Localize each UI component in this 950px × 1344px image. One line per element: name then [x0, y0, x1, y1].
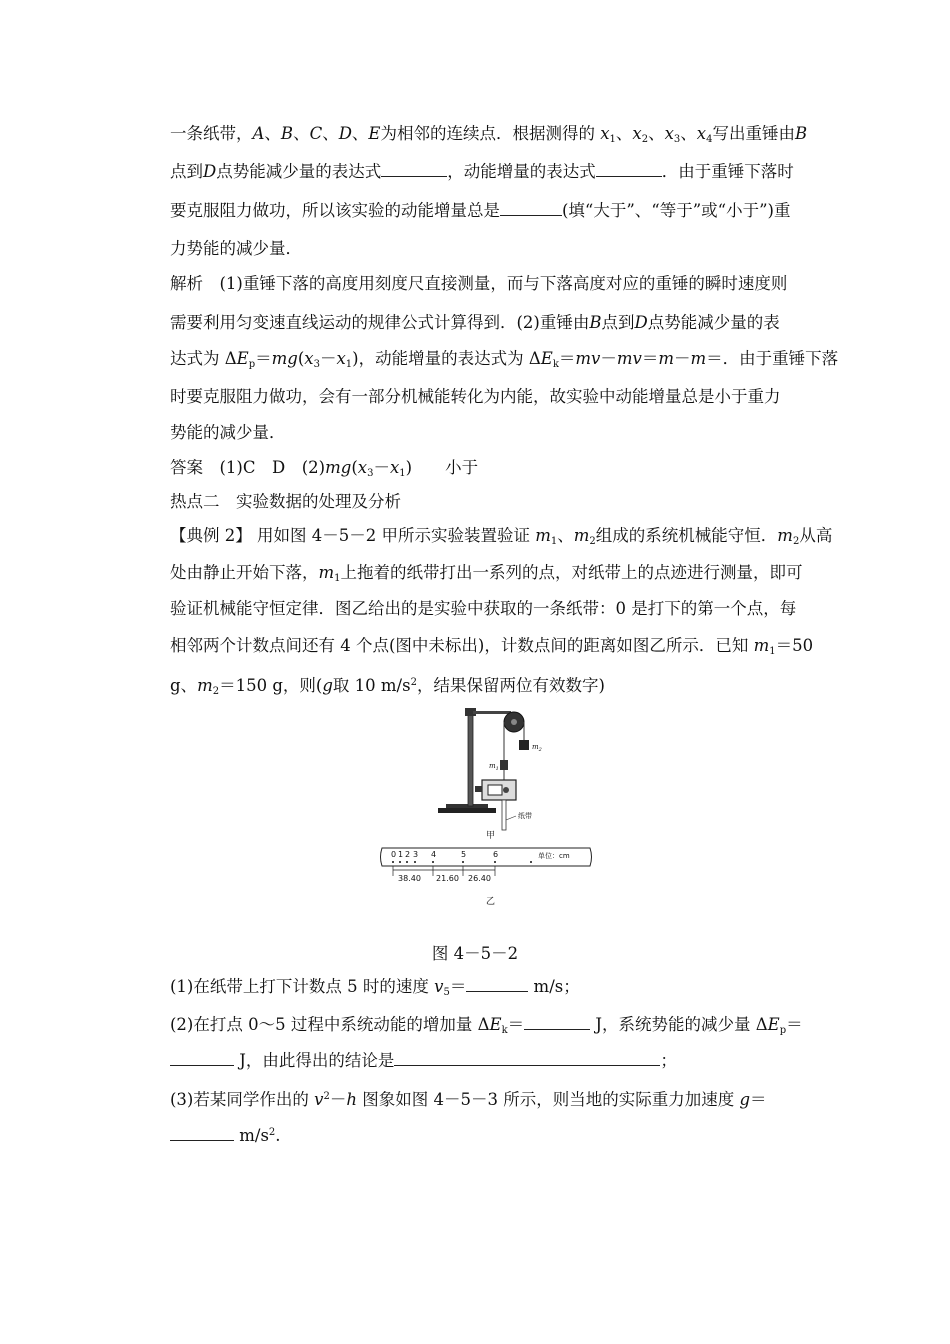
- question-1: (1)在纸带上打下计数点 5 时的速度 $v_5= m/s$；: [170, 977, 580, 998]
- analysis-line: 势能的减少量．: [170, 423, 286, 442]
- analysis-line: 解析 (1)重锤下落的高度用刻度尺直接测量，而与下落高度对应的重锤的瞬时速度则: [170, 274, 788, 293]
- text-line: 要克服阻力做功，所以该实验的动能增量总是 (填“大于”、“等于”或“小于”)重: [170, 201, 791, 220]
- example-line: 处由静止开始下落，$m_1$上拖着的纸带打出一系列的点，对纸带上的点迹进行测量，即可: [170, 563, 803, 584]
- analysis-line: 达式为 $\Delta E_p=mg(x_3-x_1)$，动能增量的表达式为 $\Delta E_k=mv-mv=m-m=$．由于重锤下落: [170, 349, 839, 370]
- svg-text:38.40: 38.40: [398, 874, 421, 883]
- example-line: g、$m_2=150$ g，则(g取 10 $m/s^2$，结果保留两位有效数字): [170, 676, 605, 697]
- question-3-cont: $m/s^2$.: [170, 1122, 810, 1147]
- answer-blank: [500, 201, 562, 216]
- svg-text:5: 5: [461, 850, 467, 859]
- example-line: 【典例 2】 用如图 4－5－2 甲所示实验装置验证 $m_1$、$m_2$组成的系统机械能守恒．$m_2$从高: [170, 526, 833, 547]
- svg-text:m1: $m_1$: [489, 762, 499, 772]
- svg-text:乙: 乙: [486, 897, 496, 907]
- paper-tape: [502, 800, 506, 830]
- svg-text:4: 4: [431, 850, 437, 859]
- answer-blank: [596, 162, 662, 177]
- stand-pole: [468, 712, 473, 806]
- answer-blank: [466, 977, 528, 992]
- svg-text:3: 3: [413, 850, 419, 859]
- answer-blank: [381, 162, 447, 177]
- answer-blank: [170, 1051, 234, 1066]
- answer-line: 答案 (1)C D $(2)mg(x_3-x_1)$ 小于: [170, 458, 479, 479]
- example-line: 验证机械能守恒定律．图乙给出的是实验中获取的一条纸带：0 是打下的第一个点，每: [170, 599, 797, 618]
- analysis-line: 需要利用匀变速直线运动的规律公式计算得到．(2)重锤由B点到D点势能减少量的表: [170, 313, 780, 332]
- svg-text:1: 1: [398, 850, 404, 859]
- svg-text:0: 0: [391, 850, 397, 859]
- answer-blank: [170, 1126, 234, 1141]
- section-heading: 热点二 实验数据的处理及分析: [170, 492, 401, 511]
- svg-text:6: 6: [493, 850, 499, 859]
- analysis-line: 时要克服阻力做功，会有一部分机械能转化为内能，故实验中动能增量总是小于重力: [170, 387, 781, 406]
- question-2-cont: J，由此得出的结论是 ；: [170, 1050, 810, 1072]
- apparatus-figure: [376, 700, 596, 910]
- svg-text:纸带: 纸带: [518, 812, 532, 820]
- svg-text:甲: 甲: [486, 831, 496, 841]
- stand-base: [438, 808, 496, 813]
- text-line: 力势能的减少量．: [170, 239, 302, 258]
- example-line: 相邻两个计数点间还有 4 个点(图中未标出)，计数点间的距离如图乙所示．已知 $m_1=50$: [170, 636, 814, 657]
- svg-text:单位：cm: 单位：cm: [538, 852, 570, 860]
- answer-blank: [524, 1015, 590, 1030]
- text-line: 一条纸带，A、B、C、D、E为相邻的连续点．根据测得的 $x_1$、$x_2$、$x_3$、$x_4$写出重锤由B: [170, 124, 808, 145]
- svg-text:2: 2: [405, 850, 411, 859]
- svg-text:21.60: 21.60: [436, 874, 459, 883]
- question-3: (3)若某同学作出的 $v^2-h$ 图象如图 4－5－3 所示，则当地的实际重力加速度 g＝: [170, 1090, 767, 1109]
- question-2: (2)在打点 0～5 过程中系统动能的增加量 $\Delta E_k= J$，系统势能的减少量 $\Delta E_p=$: [170, 1015, 803, 1036]
- figure-caption: 图 4－5－2: [431, 944, 519, 963]
- answer-blank: [394, 1051, 660, 1066]
- svg-text:m2: $m_2$: [532, 743, 542, 753]
- mass-m2: [519, 740, 529, 750]
- text-line: 点到D点势能减少量的表达式 ，动能增量的表达式 ．由于重锤下落时: [170, 162, 794, 181]
- mass-m1: [500, 760, 508, 770]
- svg-text:26.40: 26.40: [468, 874, 491, 883]
